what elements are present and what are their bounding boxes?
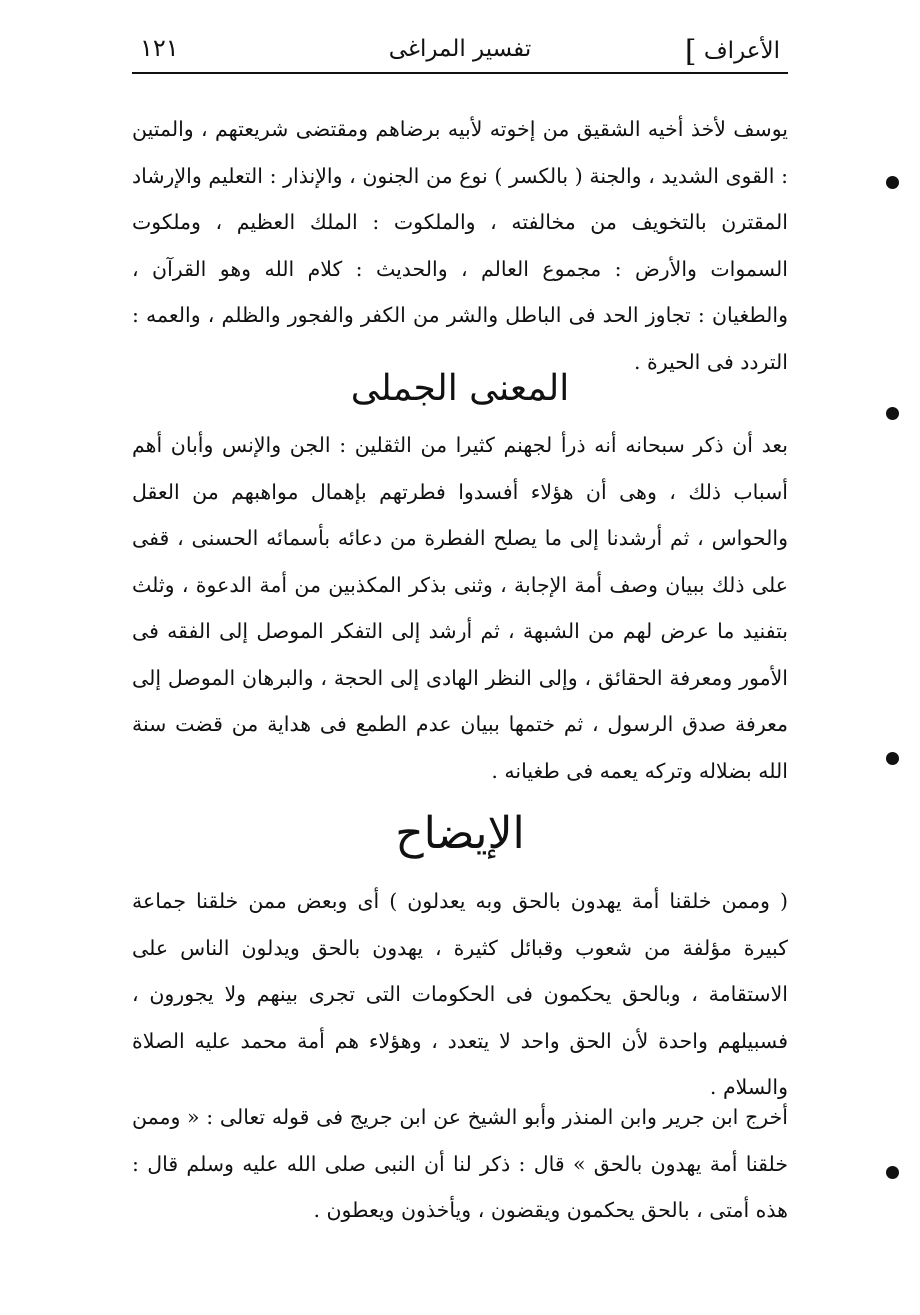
summary-paragraph: بعد أن ذكر سبحانه أنه ذرأ لجهنم كثيرا من الثقلين : الجن والإنس وأبان أهم أسباب ذلك ، وهى أن هؤلاء أفسدوا فطرتهم بإهمال مواهبهم من العقل والحواس ، ثم أرشدنا إلى ما يصلح الفطرة من دعائه بأسمائه الحسنى ، قفى على ذلك ببيان وصف أمة الإجابة ، وثنى بذكر المكذبين من أمة الدعوة ، وثلث بتفنيد ما عرض لهم من الشبهة ، ثم أرشد إلى التفكر الموصل إلى الفقه فى الأمور ومعرفة الحقائق ، وإلى النظر الهادى إلى الحجة ، والبرهان الموصل إلى معرفة صدق الرسول ، ثم ختمها ببيان عدم الطمع فى هداية من قضت سنة الله بضلاله وتركه يعمه فى طغيانه .: [132, 433, 788, 783]
header-bracket: ]: [684, 34, 697, 69]
header-rule: [132, 72, 788, 74]
margin-punch-hole: [886, 1166, 899, 1179]
page-header: [132, 30, 788, 74]
section-heading-overall-meaning: المعنى الجملى: [350, 368, 570, 409]
explanation-paragraph-2: أخرج ابن جرير وابن المنذر وأبو الشيخ عن ابن جريج فى قوله تعالى : « وممن خلقنا أمة يهدون بالحق » قال : ذكر لنا أن النبى صلى الله عليه وسلم قال : هذه أمتى ، بالحق يحكمون ويقضون ، ويأخذون ويعطون .: [132, 1105, 788, 1222]
margin-punch-hole: [886, 176, 899, 189]
margin-punch-hole: [886, 752, 899, 765]
page-number: ١٢١: [140, 34, 179, 62]
explanation-paragraph-1: ( وممن خلقنا أمة يهدون بالحق وبه يعدلون ) أى وبعض ممن خلقنا جماعة كبيرة مؤلفة من شعوب وقبائل كثيرة ، يهدون بالحق ويدلون الناس على الاستقامة ، وبالحق يحكمون فى الحكومات التى تجرى بينهم ولا يجورون ، فسبيلهم واحدة لأن الحق واحد لا يتعدد ، وهؤلاء هم أمة محمد عليه الصلاة والسلام .: [132, 889, 788, 1099]
book-title: تفسير المراغى: [388, 36, 532, 62]
margin-punch-hole: [886, 407, 899, 420]
running-head-label: الأعراف: [703, 38, 780, 64]
glossary-paragraph: يوسف لأخذ أخيه الشقيق من إخوته لأبيه برضاهم ومقتضى شريعتهم ، والمتين : القوى الشديد ، والجنة ( بالكسر ) نوع من الجنون ، والإنذار : التعليم والإرشاد المقترن بالتخويف من مخالفته ، والملكوت : الملك العظيم ، وملكوت السموات والأرض : مجموع العالم ، والحديث : كلام الله وهو القرآن ، والطغيان : تجاوز الحد فى الباطل والشر من الكفر والفجور والظلم ، والعمه : التردد فى الحيرة .: [132, 117, 788, 374]
section-heading-clarification: الإيضاح: [395, 808, 525, 859]
